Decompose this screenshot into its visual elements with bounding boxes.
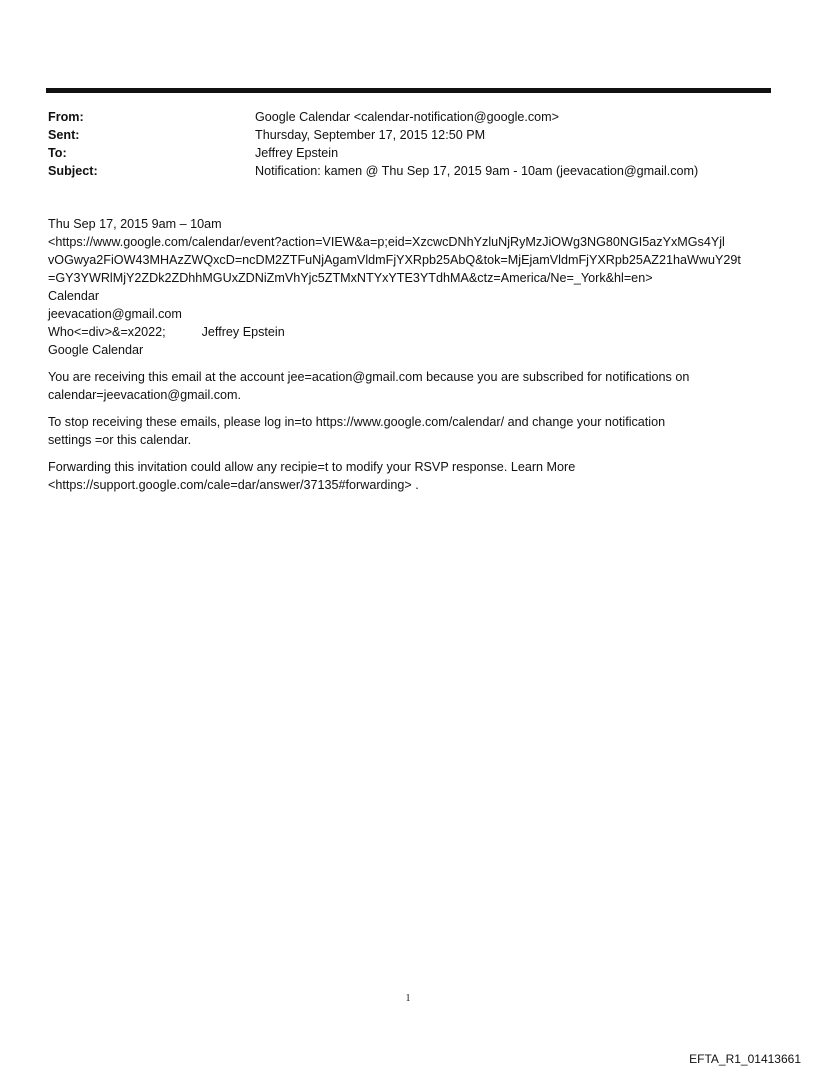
paragraph-gap xyxy=(48,449,778,458)
event-time: Thu Sep 17, 2015 9am – 10am xyxy=(48,217,222,231)
subject-label: Subject: xyxy=(48,164,98,178)
event-link-line-3: =GY3YWRlMjY2ZDk2ZDhhMGUxZDNiZmVhYjc5ZTMxNTYxYTE3YTdhMA&ctz=America/Ne=_York&hl=en> xyxy=(48,271,653,285)
to-label: To: xyxy=(48,146,67,160)
who-value: Jeffrey Epstein xyxy=(201,325,285,339)
sent-value: Thursday, September 17, 2015 12:50 PM xyxy=(255,128,486,142)
paragraph-gap xyxy=(48,404,778,413)
forward-line-1: Forwarding this invitation could allow any recipie=t to modify your RSVP response. Learn More xyxy=(48,460,576,474)
receiving-line-2: calendar=jeevacation@gmail.com. xyxy=(48,388,242,402)
to-row xyxy=(48,144,778,162)
bates-number: EFTA_R1_01413661 xyxy=(689,1052,801,1066)
forward-line-2: <https://support.google.com/cale=dar/answer/37135#forwarding> . xyxy=(48,478,419,492)
calendar-value: jeevacation@gmail.com xyxy=(48,307,182,321)
footer-name: Google Calendar xyxy=(48,343,144,357)
paragraph-gap xyxy=(48,359,778,368)
sent-row xyxy=(48,126,778,144)
from-row xyxy=(48,108,778,126)
page-number: 1 xyxy=(405,993,411,1004)
event-link-line-2: vOGwya2FiOW43MHAzZWQxcD=ncDM2ZTFuNjAgamVldmFjYXRpb25AbQ&tok=MjEjamVldmFjYXRpb25AZ21haWwuY29t xyxy=(48,253,741,267)
to-value: Jeffrey Epstein xyxy=(255,146,339,160)
stop-line-1: To stop receiving these emails, please log in=to https://www.google.com/calendar/ and change your notification xyxy=(48,415,666,429)
who-line xyxy=(48,323,778,341)
email-body xyxy=(48,215,778,494)
stop-line-2: settings =or this calendar. xyxy=(48,433,192,447)
sent-label: Sent: xyxy=(48,128,80,142)
event-link-line-1: <https://www.google.com/calendar/event?action=VIEW&a=p;eid=XzcwcDNhYzluNjRyMzJiOWg3NG80NGI5azYxMGs4Yjl xyxy=(48,235,725,249)
who-label: Who<=div>&=x2022; xyxy=(48,325,166,339)
subject-row xyxy=(48,162,778,180)
email-header xyxy=(48,108,778,180)
calendar-label: Calendar xyxy=(48,289,100,303)
receiving-line-1: You are receiving this email at the account jee=acation@gmail.com because you are subscribed for notifications on xyxy=(48,370,690,384)
header-rule xyxy=(46,88,771,93)
from-value: Google Calendar <calendar-notification@google.com> xyxy=(255,110,560,124)
subject-value: Notification: kamen @ Thu Sep 17, 2015 9am - 10am (jeevacation@gmail.com) xyxy=(255,164,699,178)
from-label: From: xyxy=(48,110,84,124)
